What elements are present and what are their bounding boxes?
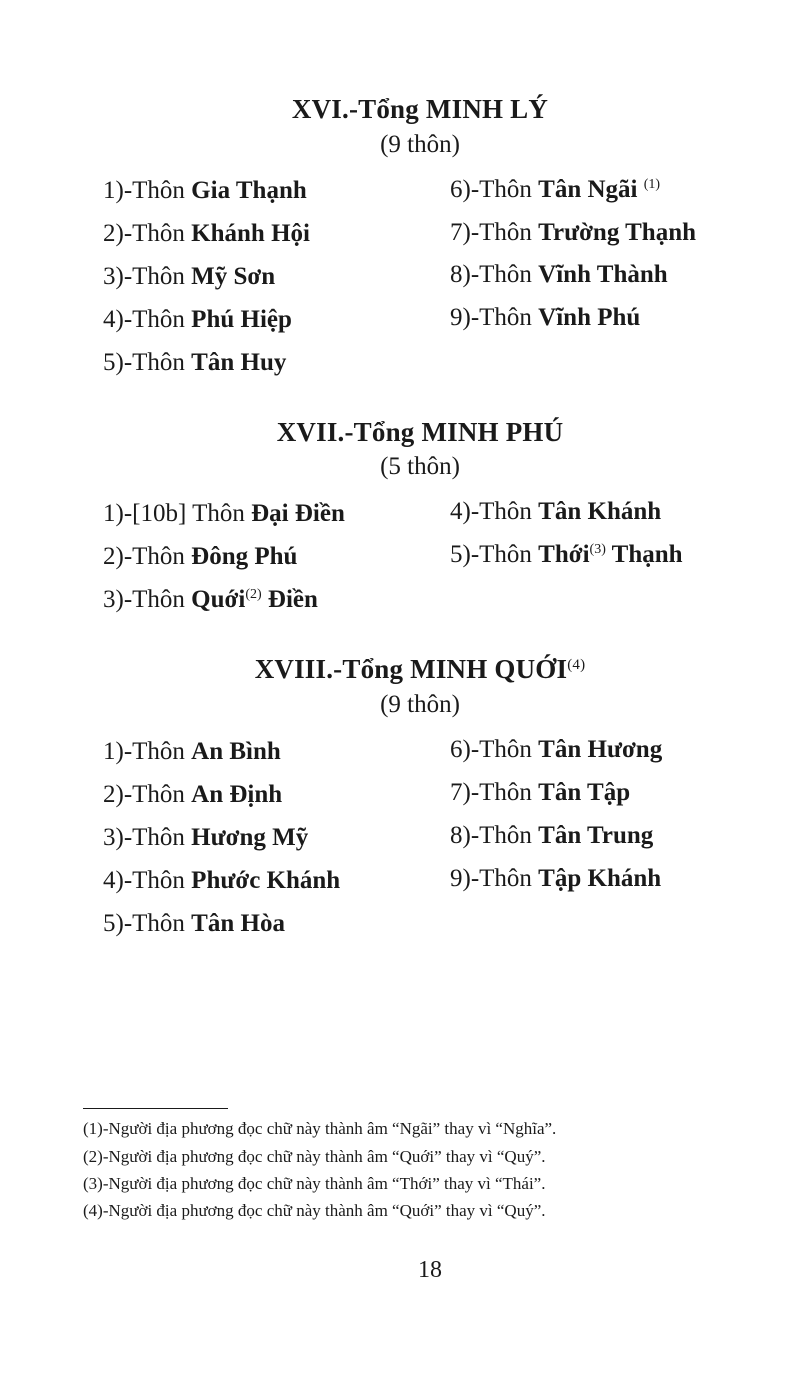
section-count-xvi: (9 thôn) <box>380 131 460 158</box>
list-item: 3)-Thôn Quới$^{(2)}$ Điền <box>103 586 318 613</box>
list-item: 2)-Thôn An Định <box>103 781 283 808</box>
list-item: 1)-Thôn Gia Thạnh <box>103 177 307 204</box>
list-item: 5)-Thôn Tân Huy <box>103 349 287 376</box>
footnote-ref: (3) <box>589 542 606 557</box>
section-count-xviii: (9 thôn) <box>380 691 460 718</box>
list-item: 3)-Thôn Mỹ Sơn <box>103 263 276 290</box>
list-item: 2)-Thôn Đông Phú <box>103 543 298 570</box>
list-item: 9)-Thôn Vĩnh Phú <box>450 304 641 331</box>
list-item: 4)-Thôn Tân Khánh <box>450 498 662 525</box>
footnote: (4)-Người địa phương đọc chữ này thành âm “Quới” thay vì “Quý”. <box>83 1201 546 1220</box>
list-item: 6)-Thôn Tân Ngãi $^{(1)}$ <box>450 176 661 203</box>
list-item: 3)-Thôn Hương Mỹ <box>103 824 309 851</box>
footnote-ref: (2) <box>245 587 262 602</box>
list-item: 4)-Thôn Phú Hiệp <box>103 306 292 333</box>
list-item: 2)-Thôn Khánh Hội <box>103 220 310 247</box>
footnote-ref: (1) <box>643 177 661 192</box>
section-count-xvii: (5 thôn) <box>380 453 460 480</box>
list-item: 6)-Thôn Tân Hương <box>450 736 663 763</box>
list-item: 4)-Thôn Phước Khánh <box>103 867 341 894</box>
list-item: 8)-Thôn Tân Trung <box>450 822 654 849</box>
list-item: 5)-Thôn Tân Hòa <box>103 910 285 937</box>
footnote-ref: (4) <box>567 657 586 673</box>
list-item: 8)-Thôn Vĩnh Thành <box>450 261 668 288</box>
list-item: 1)-[10b] Thôn Đại Điền <box>103 500 345 527</box>
footnote: (2)-Người địa phương đọc chữ này thành âm “Quới” thay vì “Quý”. <box>83 1147 546 1166</box>
list-item: 1)-Thôn An Bình <box>103 738 281 765</box>
footnote: (3)-Người địa phương đọc chữ này thành âm “Thới” thay vì “Thái”. <box>83 1174 546 1193</box>
list-item: 7)-Thôn Tân Tập <box>450 779 631 806</box>
list-item: 7)-Thôn Trường Thạnh <box>450 219 697 246</box>
list-item: 9)-Thôn Tập Khánh <box>450 865 662 892</box>
footnote: (1)-Người địa phương đọc chữ này thành âm “Ngãi” thay vì “Nghĩa”. <box>83 1119 557 1138</box>
section-title-xvi: XVI.-Tổng MINH LÝ <box>291 94 549 124</box>
page-number: 18 <box>418 1257 442 1283</box>
list-item: 5)-Thôn Thới$^{(3)}$ Thạnh <box>450 541 683 568</box>
footnote-divider <box>83 1108 228 1109</box>
section-title-xviii: XVIII.-Tổng MINH QUỚI$^{(4)}$ <box>254 654 586 684</box>
section-title-xvii: XVII.-Tổng MINH PHÚ <box>276 417 564 447</box>
